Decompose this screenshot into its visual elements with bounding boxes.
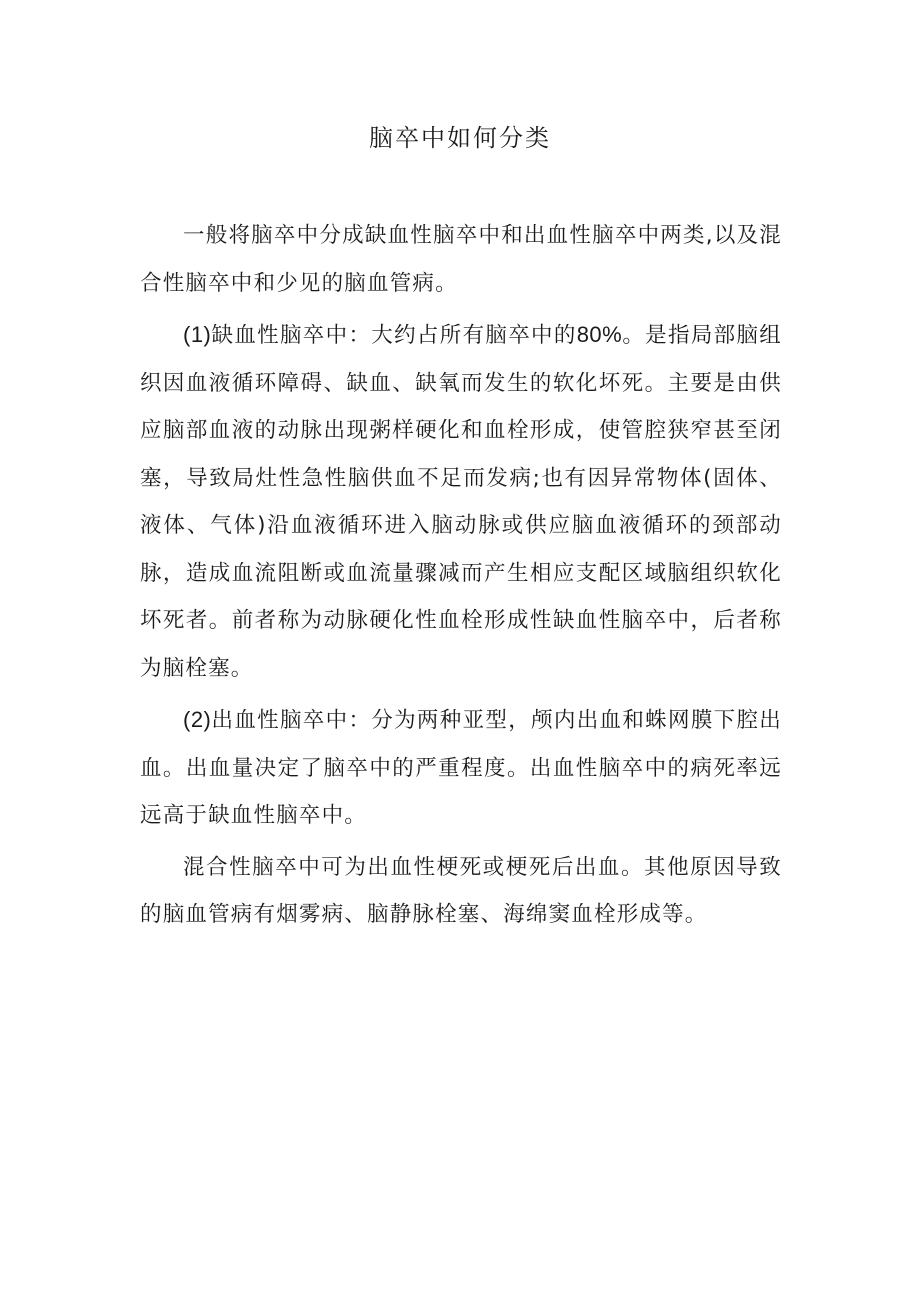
paragraph-mixed bbox=[140, 844, 782, 939]
paragraph-intro-text: 一般将脑卒中分成缺血性脑卒中和出血性脑卒中两类,以及混合性脑卒中和少见的脑血管病。 bbox=[140, 223, 782, 296]
paragraph-ischemic bbox=[140, 311, 782, 692]
paragraph-ischemic-text: 。是指局部脑组织因血液循环障碍、缺血、缺氧而发生的软化坏死。主要是由供应脑部血液的动脉出现粥样硬化和血栓形成，使管腔狭窄甚至闭塞，导致局灶性急性脑供血不足而发病;也有因异常物体(固体、液体、气体)沿血液循环进入脑动脉或供应脑血液循环的颈部动脉，造成血流阻断或血流量骤减而产生相应支配区域脑组织软化坏死者。前者称为动脉硬化性血栓形成性缺血性脑卒中，后者称为脑栓塞。 bbox=[140, 323, 782, 681]
paragraph-intro bbox=[140, 212, 782, 307]
paragraph-hemorrhagic-text: 出血性脑卒中：分为两种亚型，颅内出血和蛛网膜下腔出血。出血量决定了脑卒中的严重程度。出血性脑卒中的病死率远远高于缺血性脑卒中。 bbox=[140, 708, 782, 828]
paragraph-ischemic-lead: 缺血性脑卒中：大约占所有脑卒中的 bbox=[211, 323, 577, 348]
document-body bbox=[140, 212, 782, 943]
paragraph-hemorrhagic-number: (2) bbox=[183, 707, 212, 732]
paragraph-hemorrhagic bbox=[140, 696, 782, 840]
paragraph-mixed-text: 混合性脑卒中可为出血性梗死或梗死后出血。其他原因导致的脑血管病有烟雾病、脑静脉栓塞、海绵窦血栓形成等。 bbox=[140, 854, 782, 927]
paragraph-ischemic-number: (1) bbox=[183, 322, 212, 347]
page-title: 脑卒中如何分类 bbox=[369, 124, 551, 152]
paragraph-ischemic-percent: 80% bbox=[576, 322, 623, 347]
